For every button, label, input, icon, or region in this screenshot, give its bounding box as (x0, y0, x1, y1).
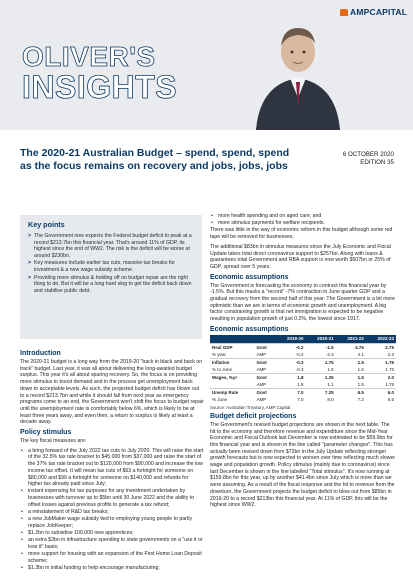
table-cell: 1.75 (385, 381, 394, 387)
list-item: • more support for housing with an expansion of the First Home Loan Deposit scheme; (20, 551, 204, 564)
economic-assumptions-paragraph: The Government is forecasting the economy to contract this financial year by -1.5%. But this masks a "record" -7% contraction in June quarter GDP and a gradual recovery from the second half of this year. The Government is a bit more optimistic than we are in terms of economic growth and unemployment. A big factor constraining growth is that net immigration is expected to be negative resulting in population growth of just 0.2%, the lowest since 1917. (210, 282, 396, 323)
table-cell: % to June (212, 366, 233, 372)
table-cell: 2.0 (366, 373, 396, 381)
table-cell: 1.5 (327, 366, 334, 372)
key-points-box (20, 215, 202, 339)
table-cell: Govt (254, 373, 275, 381)
budget-deficit-heading: Budget deficit projections (210, 412, 297, 420)
amp-capital-logo[interactable] (340, 7, 407, 17)
amp-logo-icon (340, 9, 348, 16)
list-item: • a reinstatement of R&D tax breaks; (20, 509, 204, 516)
introduction-paragraph: The 2020-21 budget is a long way from the 2019-20 "back in black and back on track" budget. Last year, it was all about delivering the long-awaited budget surplus. This year it's all about sparing recovery. So, the focus is on providing more stimulus to boost demand and in the process get unemployment back down to acceptable levels. As such, the projected budget deficit has blown out to a record $213.7bn and while it should fall from next year as emergency programs come to an end, the Government won't shift the focus to budget repair until the unemployment rate is comfortably below 6%, which is likely to be at least three years away, and even then, a return to surplus is likely at least a decade away. (20, 359, 204, 426)
table-cell: 7.2 (357, 396, 364, 402)
table-source: Source: Australian Treasury, AMP Capital (210, 404, 291, 410)
table-header-cell: 2022-23 (366, 335, 396, 344)
budget-deficit-paragraph: The Government's revised budget projections are shown in the next table. The hit to the economy and therefore revenue and expenditure since the Mid-Year Economic and Fiscal Outlook last December is now estimated to be $59.9bn for this financial year and is shown in the line called "parameter changes". This has actually been revised down from $72bn in the July Update reflecting stronger growth forecasts but is now expected to worsen over time reflecting much slower wage and population growth. Policy stimulus (mainly due to coronavirus) since last December is shown in the line labelled "Total stimulus". It's now running at $159.8bn for this year, up by another $41.4bn since July which is more than we were assuming. As a result of the fiscal response and the hit to revenue from the downturn, the Government projects the budget deficit to blow out from $85bn in 2019-20 to a record $213bn this financial year. At 11% of GDP, this will be the highest since WW2. (210, 421, 396, 509)
table-cell: % June (212, 396, 228, 402)
paragraph: The additional $83bn in stimulus measures since the July Economic and Fiscal Update takes total direct coronavirus support to $257bn. Along with loans & guarantees total Government and RBA support is now worth $507bn or 25% of GDP, spread over 5 years. (210, 243, 391, 270)
table-cell: 1.1 (327, 381, 334, 387)
table-cell: -0.2 (295, 351, 304, 357)
table-row (210, 396, 396, 403)
table-body (210, 343, 396, 403)
table-cell: 7.0 (275, 388, 305, 396)
right-column (210, 213, 396, 512)
table-cell: -0.3 (295, 366, 304, 372)
author-portrait (250, 18, 345, 130)
logo-text: AMPCAPITAL (350, 7, 408, 17)
table-cell: Wages, %yr (210, 373, 254, 381)
list-item: • instant expensing for tax purposes for any investment undertaken by businesses with turnover up to $5bn until 30 June 2022 and the ability to offset losses against previous profits to generate a tax refund; (20, 488, 204, 508)
table-cell: Govt (254, 343, 275, 351)
table-cell: -0.3 (275, 358, 305, 366)
table-row (210, 343, 396, 351)
table-cell: AMP (256, 351, 267, 357)
list-item: • more stimulus payments for welfare recipients. (210, 220, 396, 227)
article-title-block (20, 147, 290, 173)
table-cell: 6.5 (336, 388, 366, 396)
list-item: • a bring forward of the July 2022 tax cuts to July 2020. This will raise the start of the 32.5% tax rate bracket to $45,000 from $37,000 and raise the start of the 37% tax rate bracket out to $120,000 from $90,000 and increase the low income tax offset. It will mean tax cuts of $63 a fortnight for someone on $80,000 and $99 a fortnight for someone on $140,000 and refunds for higher tax already paid since July; (20, 448, 204, 488)
article-edition: EDITION 35 (360, 159, 394, 166)
key-point: > Providing more stimulus & holding off on budget repair are the right thing to do. But it will be a long hard slog to get the deficit back down and stabilise public debt. (28, 275, 194, 295)
paragraph: There was little in the way of economic reform in this budget although some red tape will be removed for businesses. (210, 227, 393, 241)
table-cell: 7.0 (297, 396, 304, 402)
table-cell: 2.3 (387, 351, 394, 357)
table-cell: 8.0 (327, 396, 334, 402)
article-date-block (330, 151, 394, 167)
table-row (210, 358, 396, 366)
table-row (210, 381, 396, 389)
table-cell: 4.75 (336, 343, 366, 351)
table-cell: Unemp Rate (210, 388, 254, 396)
table-cell: Inflation (210, 358, 254, 366)
article-date: 6 OCTOBER 2020 (342, 151, 394, 158)
table-cell: Real GDP (210, 343, 254, 351)
list-item: • $1.2bn to subsidise 100,000 new apprentices; (20, 530, 204, 537)
key-point: > Key measures include earlier tax cuts, massive tax breaks for investment & a new wage subsidy scheme. (28, 260, 194, 273)
table-cell: 1.75 (366, 358, 396, 366)
table-header-cell: 2021-22 (336, 335, 366, 344)
table-header-row (210, 335, 396, 344)
table-row (210, 373, 396, 381)
continued-measures-list (210, 213, 396, 227)
table-cell: 2.75 (366, 343, 396, 351)
brand-title (22, 41, 178, 105)
list-item: • a new JobMaker wage subsidy tied to employing young people to partly replace JobKeeper; (20, 516, 204, 529)
table-cell: 4.1 (357, 351, 364, 357)
table-row (210, 388, 396, 396)
article-title: The 2020-21 Australian Budget – spend, spend, spend as the focus remains on recovery and jobs, jobs, jobs (20, 147, 290, 172)
table-cell (210, 381, 254, 389)
table-cell: Govt (254, 388, 275, 396)
brand-line-2: INSIGHTS (22, 69, 178, 105)
table-cell: 1.5 (357, 381, 364, 387)
table-cell: 7.25 (306, 388, 336, 396)
table-cell: 1.8 (275, 373, 305, 381)
list-item: • $1.3bn in initial funding to help encourage manufacturing; (20, 565, 204, 572)
list-item: • more health spending and on aged care; and (210, 213, 396, 220)
economic-assumptions-table (210, 335, 396, 403)
list-item: • an extra $3bn in infrastructure spending to state governments on a "use it or lose it" basis; (20, 537, 204, 550)
table-cell: 1.75 (385, 366, 394, 372)
table-header-cell (210, 335, 254, 344)
fiscal-measures-list (20, 448, 204, 572)
table-cell: 6.5 (387, 396, 394, 402)
economic-assumptions-heading: Economic assumptions (210, 273, 289, 281)
table-cell: 1.25 (306, 373, 336, 381)
table-row (210, 366, 396, 374)
masthead (0, 0, 413, 130)
table-header-cell: 2020-21 (306, 335, 336, 344)
brand-line-1: OLIVER'S (22, 41, 156, 72)
table-cell: AMP (256, 396, 267, 402)
table-header-cell: 2019-20 (275, 335, 305, 344)
key-point: > The Government now expects the Federal budget deficit to peak at a record $213.7bn this financial year. That's around 11% of GDP, its highest since the end of WW2. The risk is the deficit will be worse at around $230bn. (28, 233, 194, 259)
table-cell: -1.5 (306, 343, 336, 351)
policy-stimulus-heading: Policy stimulus (20, 429, 72, 437)
table-cell: 1.8 (297, 381, 304, 387)
key-points-heading: Key points (28, 220, 65, 229)
table-cell: -2.3 (325, 351, 334, 357)
introduction-heading: Introduction (20, 350, 61, 357)
table-heading: Economic assumptions (210, 325, 289, 333)
table-cell: % year (212, 351, 227, 357)
policy-stimulus-intro: The key fiscal measures are: (20, 438, 87, 445)
table-cell: 1.5 (336, 373, 366, 381)
table-cell: 6.0 (366, 388, 396, 396)
table-header-cell (254, 335, 275, 344)
table-row (210, 351, 396, 359)
left-column (20, 348, 204, 572)
table-cell: -0.2 (275, 343, 305, 351)
table-cell: 1.75 (306, 358, 336, 366)
table-cell: 1.5 (336, 358, 366, 366)
table-cell: AMP (256, 366, 267, 372)
table-cell: 1.5 (357, 366, 364, 372)
table-cell: AMP (256, 381, 267, 387)
key-points-list (28, 233, 194, 294)
table-cell: Govt (254, 358, 275, 366)
